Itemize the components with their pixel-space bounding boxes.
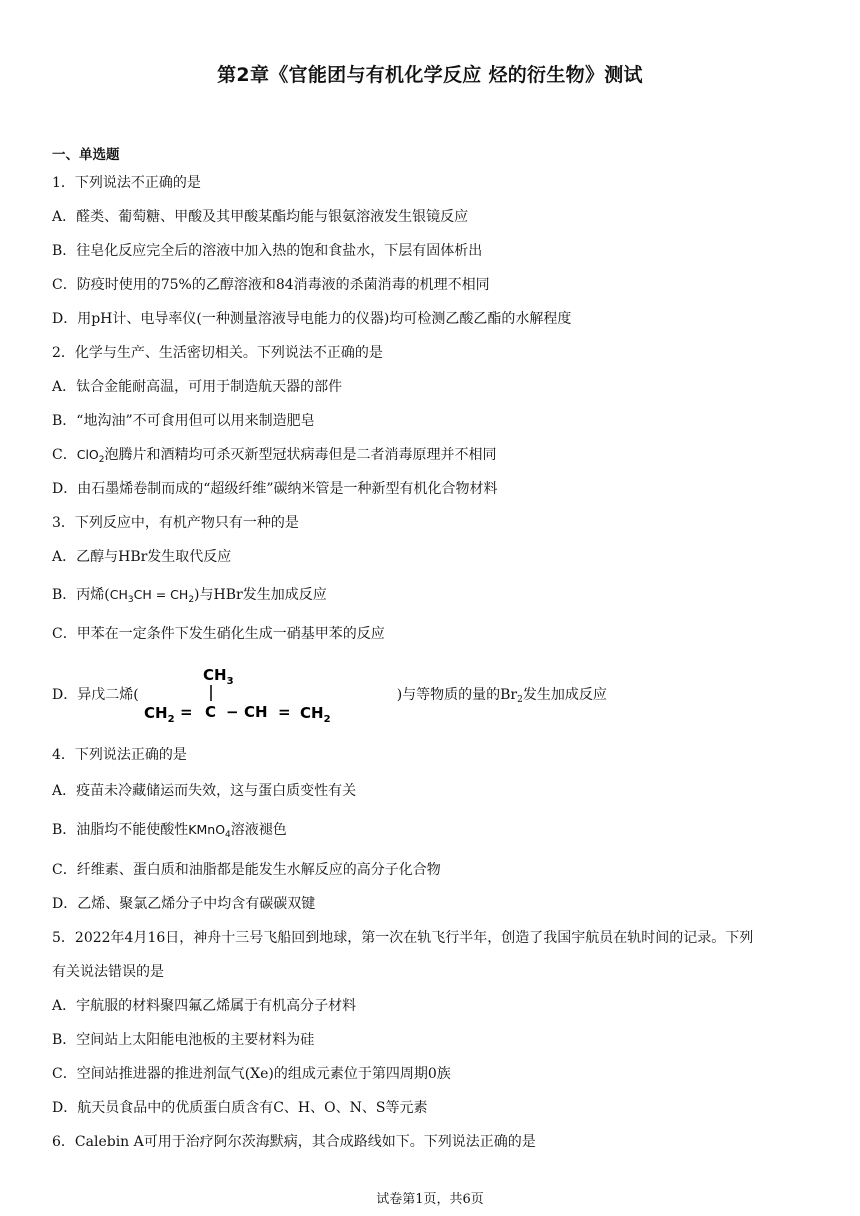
question-4-option-b: B．油脂均不能使酸性KMnO$_4$溶液褪色 [52, 822, 287, 840]
question-2-option-b: B．“地沟油”不可食用但可以用来制造肥皂 [52, 413, 315, 429]
isoprene-structure [140, 664, 340, 724]
question-4-stem: 4．下列说法正确的是 [52, 747, 187, 763]
question-5-stem-line-2: 有关说法错误的是 [52, 964, 164, 980]
question-4-option-a: A．疫苗未冷藏储运而失效，这与蛋白质变性有关 [52, 783, 357, 799]
question-2-option-d: D．由石墨烯卷制而成的“超级纤维”碳纳米管是一种新型有机化合物材料 [52, 481, 498, 497]
question-1-stem: 1．下列说法不正确的是 [52, 175, 201, 191]
clo2-formula: ClO$_2$ [76, 447, 105, 465]
question-2-stem: 2．化学与生产、生活密切相关。下列说法不正确的是 [52, 345, 383, 361]
question-5-option-a: A．宇航服的材料聚四氟乙烯属于有机高分子材料 [52, 998, 357, 1014]
carbon-2: C [205, 703, 217, 721]
question-2-option-a: A．钛合金能耐高温，可用于制造航天器的部件 [52, 379, 343, 395]
question-3-option-b: B．丙烯$(CH_3CH = CH_2)$与HBr发生加成反应 [52, 587, 327, 605]
option-c-prefix: C． [52, 447, 77, 463]
question-1-option-b: B．往皂化反应完全后的溶液中加入热的饱和食盐水，下层有固体析出 [52, 243, 483, 259]
question-6-stem: 6．Calebin A可用于治疗阿尔茨海默病，其合成路线如下。下列说法正确的是 [52, 1134, 536, 1150]
question-3-option-d: D．异戊二烯( )与等物质的量的$Br_2$发生加成反应 [52, 687, 607, 705]
question-2-option-c [52, 445, 822, 470]
page-title: 第2章《官能团与有机化学反应 烃的衍生物》测试 [217, 64, 643, 86]
carbon-4: $CH_2$ [300, 704, 331, 724]
section-heading: 一、单选题 [52, 147, 120, 163]
question-5-option-b: B．空间站上太阳能电池板的主要材料为硅 [52, 1032, 315, 1048]
question-1-option-c: C．防疫时使用的75%的乙醇溶液和84消毒液的杀菌消毒的机理不相同 [52, 277, 490, 293]
question-5-option-d: D．航天员食品中的优质蛋白质含有C、H、O、N、S等元素 [52, 1100, 428, 1116]
question-5-option-c: C．空间站推进器的推进剂氙气(Xe)的组成元素位于第四周期0族 [52, 1066, 451, 1082]
question-3-stem: 3．下列反应中，有机产物只有一种的是 [52, 515, 299, 531]
page-footer: 试卷第1页，共6页 [376, 1192, 484, 1207]
double-bond-1: = [180, 703, 193, 721]
kmno4-formula: KMnO$_4$ [188, 822, 231, 840]
option-c-text: 泡腾片和酒精均可杀灭新型冠状病毒但是二者消毒原理并不相同 [104, 447, 497, 463]
question-3-option-c: C．甲苯在一定条件下发生硝化生成一硝基甲苯的反应 [52, 626, 385, 642]
propene-formula: $CH_3CH = CH_2$ [109, 587, 195, 605]
carbon-3: CH [244, 703, 268, 721]
question-4-option-d: D．乙烯、聚氯乙烯分子中均含有碳碳双键 [52, 896, 316, 912]
single-bond: − [226, 703, 239, 721]
double-bond-2: = [278, 703, 291, 721]
question-1-option-a: A．醛类、葡萄糖、甲酸及其甲酸某酯均能与银氨溶液发生银镜反应 [52, 209, 469, 225]
question-1-option-d: D．用pH计、电导率仪(一种测量溶液导电能力的仪器)均可检测乙酸乙酯的水解程度 [52, 311, 572, 327]
question-3-option-a: A．乙醇与HBr发生取代反应 [52, 549, 232, 565]
carbon-1: $CH_2$ [144, 704, 175, 724]
question-4-option-c: C．纤维素、蛋白质和油脂都是能发生水解反应的高分子化合物 [52, 862, 441, 878]
methyl-group: $CH_3$ [203, 666, 234, 687]
question-5-stem-line-1: 5．2022年4月16日，神舟十三号飞船回到地球，第一次在轨飞行半年，创造了我国宇航员在轨时间的记录。下列 [52, 930, 754, 946]
